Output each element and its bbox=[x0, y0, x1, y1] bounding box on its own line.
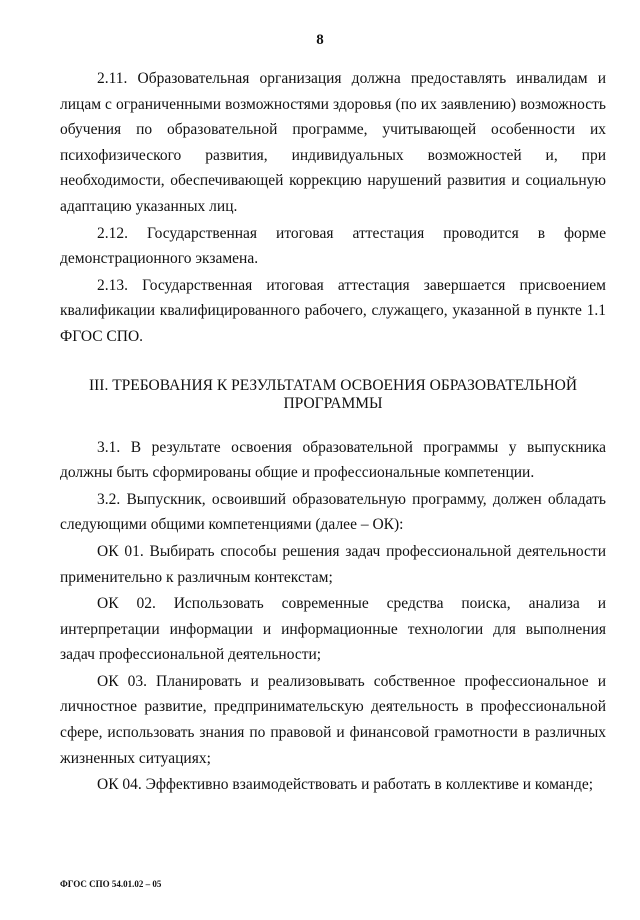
section-heading: III. ТРЕБОВАНИЯ К РЕЗУЛЬТАТАМ ОСВОЕНИЯ ОБРАЗОВАТЕЛЬНОЙ ПРОГРАММЫ bbox=[88, 376, 578, 412]
page-number: 8 bbox=[316, 32, 324, 48]
document-footer: ФГОС СПО 54.01.02 – 05 bbox=[60, 879, 162, 889]
competency-ok-04: ОК 04. Эффективно взаимодействовать и работать в коллективе и команде; bbox=[97, 776, 594, 794]
paragraph-2-13: 2.13. Государственная итоговая аттестация завершается присвоением квалификации квалифицированного рабочего, служащего, указанной в пункте 1.1 ФГОС СПО. bbox=[60, 276, 606, 345]
competency-ok-03: ОК 03. Планировать и реализовывать собственное профессиональное и личностное развитие, предпринимательскую деятельность в профессиональной сфере, использовать знания по правовой и финансовой грамотности в различных жизненных ситуациях; bbox=[60, 672, 606, 767]
competency-ok-01: ОК 01. Выбирать способы решения задач профессиональной деятельности применительно к различным контекстам; bbox=[60, 542, 606, 586]
paragraph-3-2: 3.2. Выпускник, освоивший образовательную программу, должен обладать следующими общими компетенциями (далее – ОК): bbox=[60, 490, 606, 534]
competency-ok-02: ОК 02. Использовать современные средства поиска, анализа и интерпретации информации и информационные технологии для выполнения задач профессиональной деятельности; bbox=[60, 595, 606, 664]
paragraph-2-12: 2.12. Государственная итоговая аттестация проводится в форме демонстрационного экзамена. bbox=[60, 224, 606, 268]
document-body bbox=[60, 66, 606, 799]
paragraph-2-11: 2.11. Образовательная организация должна предоставлять инвалидам и лицам с ограниченными возможностями здоровья (по их заявлению) возможность обучения по образовательной программе, учитывающей особенности их психофизического развития, индивидуальных возможностей и, при необходимости, обеспечивающей коррекцию нарушений развития и социальную адаптацию указанных лиц. bbox=[60, 70, 606, 215]
paragraph-3-1: 3.1. В результате освоения образовательной программы у выпускника должны быть сформированы общие и профессиональные компетенции. bbox=[60, 438, 606, 482]
